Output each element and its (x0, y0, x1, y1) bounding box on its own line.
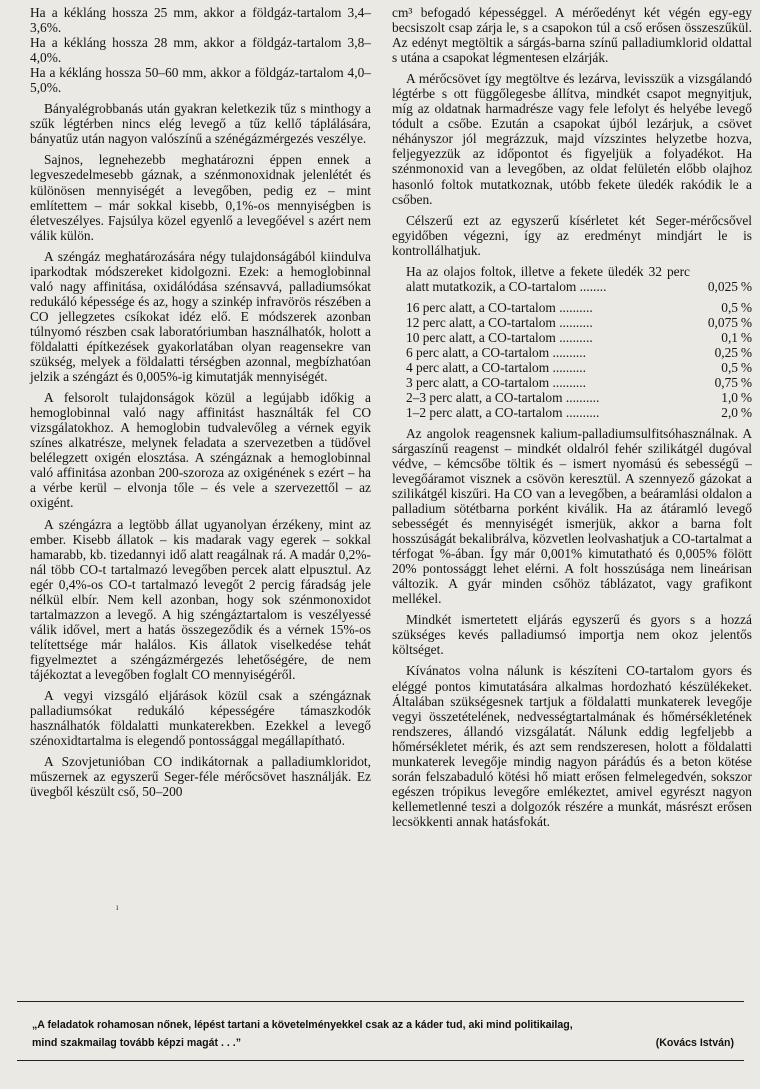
quote-text-end: mind szakmailag tovább képzi magát . . .” (32, 1037, 241, 1049)
table-lead-cell: 6 perc alatt, a CO-tartalom .......... (406, 344, 586, 360)
table-lead-cell: 4 perc alatt, a CO-tartalom .......... (406, 359, 586, 375)
paragraph-both-methods: Mindkét ismertetett eljárás egyszerű és gyors s a hozzá szükséges kevés palladiumsó importja nem okoz jelentős költséget. (392, 612, 752, 658)
quote-line-1: „A feladatok rohamosan nőnek, lépést tartani a követelményekkel csak az a káder tud, aki mind politikailag, (32, 1019, 573, 1031)
table-row (392, 315, 752, 330)
table-row (392, 390, 752, 405)
table-value-cell: 0,075 (707, 314, 738, 330)
paragraph-flame-28mm: Ha a kékláng hossza 28 mm, akkor a földgáz-tartalom 3,8–4,0%. (30, 35, 371, 66)
co-timing-rows (392, 300, 752, 420)
table-row (392, 345, 752, 360)
quote-author: (Kovács István) (655, 1037, 734, 1049)
paragraph-soviet-method: A Szovjetunióban CO indikátornak a palladiumkloridot, műszernek az egyszerű Seger-féle mérőcsövet használják. Ez üvegből készült cső, 50–200 (30, 754, 371, 800)
table-value-cell: 0,025 (707, 278, 738, 294)
paragraph-flame-25mm: Ha a kékláng hossza 25 mm, akkor a földgáz-tartalom 3,4–3,6%. (30, 5, 371, 36)
paragraph-english-method: Az angolok reagensnek kalium-palladiumsulfitsóhasználnak. A sárgaszínű reagenst – mindkét oldalról fehér szilikátgél dugóval védve, – kémcsőbe töltik és – ismert nyomású és sebességű – levegőáramot visznek a csövön keresztül. A szennyező gázokat a szilikátgél kiszűri. Ha CO van a levegőben, a beáramlási oldalon a palladium sötétbarna porként kiválik. Ha az átáramló levegő sebességét és mennyiségét ismerjük, akkor a barna folt hosszúságát bekalibrálva, közvetlen leolvashatjuk a CO-tartalmat a térfogat %-ában. Így már 0,001% kimutatható és 0,005% fölött 20% pontossággt lehet elérni. A folt hosszúsága nem lineárisan változik. A gyár minden csőhöz táblázatot, vagy grafikont mellékel. (392, 425, 752, 607)
table-value-cell: 0,5 (721, 299, 738, 315)
paragraph-seger-tube: cm³ befogadó képességgel. A mérőedényt két végén egy-egy becsiszolt csap zárja le, s a csapokon túl a cső erősen összeszűkül. Az edényt megtöltik a sárgás-barna színű palladiumklorid oldattal s utána a csapokat légmentesen elzárják. (392, 5, 752, 66)
quote-box (17, 1001, 744, 1061)
table-row (392, 264, 752, 294)
table-lead-cell: 16 perc alatt, a CO-tartalom .......... (406, 299, 593, 315)
paragraph-animals: A széngázra a legtöbb állat ugyanolyan érzékeny, mint az ember. Kisebb állatok – kis madarak vagy egerek – sokkal hamarabb, kb. tizedannyi idő alatt reagálnak rá. A madár 0,2%-nál több CO-t tartalmazó levegőben percek alatt elpusztul. Az egér 0,4%-os CO-t tartalmazó levegőt 2 percig fáradság jele nélkül elbír. Nem kell azonban, hogy sok szénmonoxidot tartalmazzon a levegő. A hig széngáztartalom is veszélyessé válik idővel, mert a hatás összegeződik és a vérnek 15%-os telítettsége már halálos. Kis állatok viselkedése tehát figyelmeztet a széngázmérgezés lehetőségére, de nem tájékoztat a levegőben foglalt CO mennyiségéről. (30, 516, 371, 682)
table-row (392, 360, 752, 375)
paragraph-flame-50-60mm: Ha a kékláng hossza 50–60 mm, akkor a földgáz-tartalom 4,0–5,0%. (30, 65, 371, 96)
table-value-cell: 1,0 (721, 389, 738, 405)
table-row (392, 405, 752, 420)
table-value-cell: 0,5 (721, 359, 738, 375)
table-percent-cell: % (740, 389, 752, 405)
table-row (392, 330, 752, 345)
table-lead-cell: 12 perc alatt, a CO-tartalom .......... (406, 314, 593, 330)
paragraph-mine-fire: Bányalégrobbanás után gyakran keletkezik tűz s minthogy a szűk légtérben nincs elég levegő a tűz kellő táplálására, bányatűz után nagyon valószínű a szénégázmérgezés veszélye. (30, 101, 371, 147)
table-percent-cell: % (740, 404, 752, 420)
table-percent-cell: % (740, 374, 752, 390)
paragraph-co-danger: Sajnos, legnehezebb meghatározni éppen ennek a legveszedelmesebb gáznak, a szénmonoxidnak jelenlétét és különösen mennyiségét a levegőben, pedig ez – mint említettem – már sokkal kisebb, 0,1%-os mennyiségben is életveszélyes. Fajsúlya közel egyenlő a levegőével s azért nem válik külön. (30, 152, 371, 243)
margin-mark: ı (116, 902, 119, 912)
right-column (392, 5, 752, 835)
co-timing-table (392, 264, 752, 294)
table-percent-cell: % (740, 344, 752, 360)
paragraph-chemical-methods: A vegyi vizsgáló eljárások közül csak a széngáznak palladiumsókat redukáló képességére támaszkodók használhatók földalatti munkaterekben. Ezekkel a levegő szénoxidtartalma is elegendő pontossággal megállapítható. (30, 688, 371, 749)
paragraph-detection-methods: A széngáz meghatározására négy tulajdonságából kiindulva iparkodtak módszereket kidolgozni. Ezek: a hemoglobinnal való nagy affinitása, oxidálódása szénsavvá, palladiumsókat redukáló képessége és az, hogy a szinkép infravörös részében a CO jellegzetes csíkokat idéz elő. E módszerek azonban túlnyomó részben csak laboratóriumban használhatók, holott a földalatti építkezések gyakorlatában olyan reagensekre van szükség, melyek a földalatti térségben azonnal, megbízhatóan jelzik a széngázt és 0,005%-ig kimutatják mennyiségét. (30, 248, 371, 385)
paragraph-procedure: A mérőcsövet így megtöltve és lezárva, levisszük a vizsgálandó légtérbe s ott függőlegesbe állítva, mindkét csapot megnyitjuk, míg az oldatnak harmadrésze vagy fele lefolyt és helyébe levegő tódult a csőbe. Ezután a csapokat újból lezárjuk, a csövet néhányszor jól megrázzuk, majd vízszintes helyzetbe hozva, feljegyezzük az időpontot és figyeljük a folyadékot. Ha szénmonoxid van a levegőben, az oldat felületén előbb olajhoz hasonló foltok mutatkoznak, utóbb fekete üledék rakódik le a csőben. (392, 71, 752, 207)
table-lead-cell: 1–2 perc alatt, a CO-tartalom .......... (406, 404, 600, 420)
table-value-cell: 0,1 (721, 329, 738, 345)
table-percent-cell: % (740, 278, 752, 294)
table-lead-cell: 10 perc alatt, a CO-tartalom .......... (406, 329, 593, 345)
paragraph-recommendation: Kívánatos volna nálunk is készíteni CO-tartalom gyors és eléggé pontos kimutatására alkalmas hordozható készülékeket. Általában szükségesnek tartjuk a földalatti munkaterek levegője vegyi összetételének, nedvességtartalmának és hőmérsékletének rendszeres, állandó vizsgálatát. Nálunk eddig legfeljebb a hőmérsékletet mérik, és azt sem rendszeresen, holott a földalatti munkaterek levegője mindig nagyon párádús és a beton kötése során felszabaduló kötési hő miatt erősen felmelegedvén, sokszor egészen trópikus levegőre emlékeztet, amivel egyrészt nagyon kellemetlenné teszi a dolgozók részére a munkát, másrészt erősen lecsökkenti annak hatásfokát. (392, 663, 752, 829)
table-lead-cell: Ha az olajos foltok, illetve a fekete üledék 32 perc alatt mutatkozik, a CO-tartalom ........ (406, 263, 690, 294)
table-value-cell: 2,0 (721, 404, 738, 420)
table-percent-cell: % (740, 359, 752, 375)
table-value-cell: 0,25 (714, 344, 738, 360)
paragraph-control: Célszerű ezt az egyszerű kísérletet két Seger-mérőcsővel egyidőben végezni, így az eredményt mindjárt le is kontrollálhatjuk. (392, 212, 752, 258)
table-percent-cell: % (740, 299, 752, 315)
paragraph-hemoglobin: A felsorolt tulajdonságok közül a legújabb időkig a hemoglobinnal való nagy affinitást használták fel CO vizsgálatokhoz. A hemoglobin tudvalevőleg a vérnek egyik színes alkatrésze, melynek feladata a szervezetben a tüdővel belélegzett oxigén elosztása. A széngáznak a hemoglobinnal való affinitása azonban 200-szoroza az oxigénének s ezért – ha a vérbe kerül – elvonja tőle – és vele a szervezettől – az oxigént. (30, 390, 371, 511)
table-row (392, 300, 752, 315)
left-column (30, 5, 371, 805)
quote-line-2 (32, 1034, 734, 1052)
table-percent-cell: % (740, 314, 752, 330)
table-percent-cell: % (740, 329, 752, 345)
table-value-cell: 0,75 (714, 374, 738, 390)
table-row (392, 375, 752, 390)
table-lead-cell: 3 perc alatt, a CO-tartalom .......... (406, 374, 586, 390)
table-lead-cell: 2–3 perc alatt, a CO-tartalom .......... (406, 389, 600, 405)
